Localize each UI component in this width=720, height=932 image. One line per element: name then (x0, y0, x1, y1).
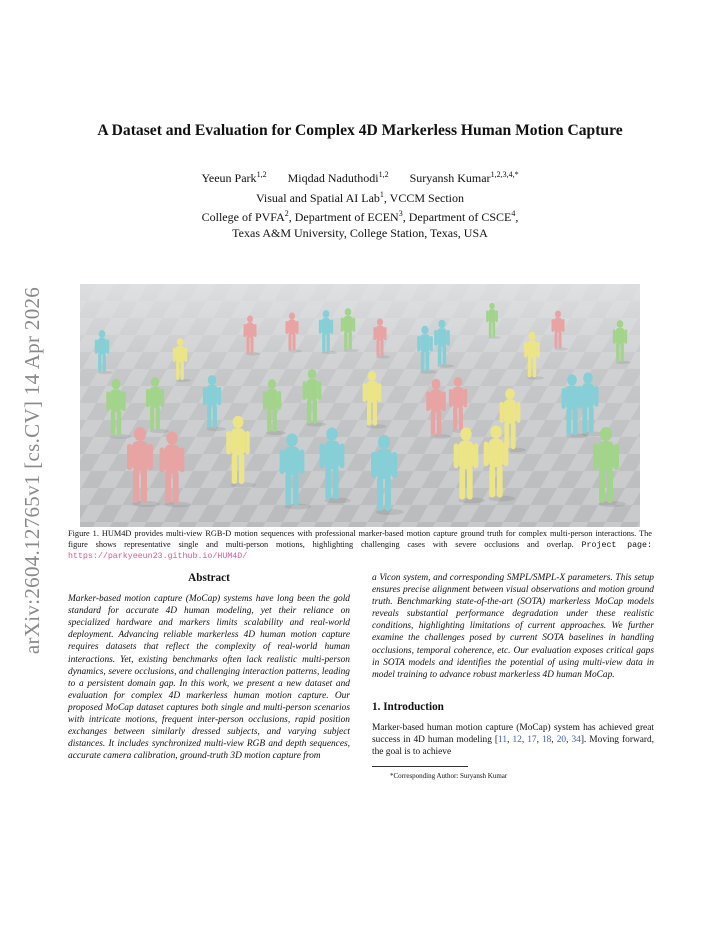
introduction-text: Marker-based human motion capture (MoCap) system has achieved great success in 4D human modeling [11, 12, 17, 18, 20, 34]. Moving forward, the goal is to achieve (372, 722, 655, 758)
author-block (60, 167, 660, 241)
footnote: *Corresponding Author: Suryansh Kumar (390, 772, 508, 781)
citation-link[interactable]: 17 (527, 735, 537, 746)
paper-title: A Dataset and Evaluation for Complex 4D Markerless Human Motion Capture (97, 122, 623, 139)
figure-scene-illustration (80, 284, 640, 527)
citation-link[interactable]: 18 (541, 735, 552, 746)
footnote-rule (372, 766, 468, 767)
abstract-text-part-1: Marker-based motion capture (MoCap) systems have long been the gold standard for accurate 4D human modeling, yet their reliance on specialized hardware and markers limits scalability and real-world deployment. Advancing reliable markerless 4D human motion capture requires datasets that reflect the complexity of real-world human interactions. Yet, existing benchmarks often lack realistic multi-person dynamics, severe occlusions, and challenging interaction patterns, leading to a persistent domain gap. In this work, we present a new dataset and evaluation for complex 4D markerless human motion capture. Our proposed MoCap dataset captures both single and multi-person scenarios with intricate motions, frequent inter-person occlusions, rapid position exchanges between similarly dressed subjects, and varying subject distances. It includes synchronized multi-view RGB and depth sequences, accurate camera calibration, ground-truth 3D motion capture from (68, 594, 350, 762)
author-1: Yeeun Park$^{1,2}$ (201, 170, 267, 185)
author-2: Miqdad Naduthodi$^{1,2}$ (287, 170, 389, 185)
caption-text: Figure 1. HUM4D provides multi-view RGB-D motion sequences with professional marker-based motion capture ground truth for complex multi-person interactions. The figure shows representative single and multi-person motions, highlighting challenging cases with severe occlusions and overlap. (68, 529, 652, 549)
figure-motion-capture-scene (80, 284, 640, 527)
project-page-link[interactable]: https://parkyeeun23.github.io/HUM4D/ (68, 552, 248, 562)
citation-link[interactable]: 20 (556, 735, 567, 746)
affiliation-line-2: College of PVFA$^2$, Department of ECEN$^3$, Department of CSCE$^4$, (201, 209, 519, 224)
figure-caption (68, 529, 652, 563)
arxiv-id-text: arXiv:2604.12765v1 [cs.CV] 14 Apr 2026 (20, 286, 45, 654)
citation-link[interactable]: 12 (512, 735, 522, 746)
affiliation-line-1: Visual and Spatial AI Lab$^1$, VCCM Section (255, 189, 465, 205)
affiliation-line-3: Texas A&M University, College Station, Texas, USA (232, 225, 488, 240)
author-names (60, 167, 660, 187)
left-column (68, 572, 350, 762)
project-page-label: Project page: (581, 540, 652, 550)
citation-link[interactable]: 34 (571, 735, 581, 746)
arxiv-identifier (22, 260, 44, 680)
abstract-text-part-2: a Vicon system, and corresponding SMPL/SMPL-X parameters. This setup ensures precise alignment between visual observations and motion ground truth. Benchmarking state-of-the-art (SOTA) markerless MoCap models reveals substantial performance degradation under these realistic conditions, highlighting limitations of current approaches. We further examine the challenges posed by current SOTA baselines in handling occlusions, temporal coherence, etc. Our evaluation exposes critical gaps in SOTA models and identifies the potential of using multi-view data in model training to advance robust markerless 4D human MoCap. (372, 573, 654, 680)
right-column (372, 572, 654, 782)
author-3: Suryansh Kumar$^{1,2,3,4,*}$ (409, 170, 519, 185)
citation-link[interactable]: 11 (498, 735, 508, 746)
introduction-heading: 1. Introduction (372, 700, 444, 713)
abstract-heading: Abstract (188, 572, 230, 584)
